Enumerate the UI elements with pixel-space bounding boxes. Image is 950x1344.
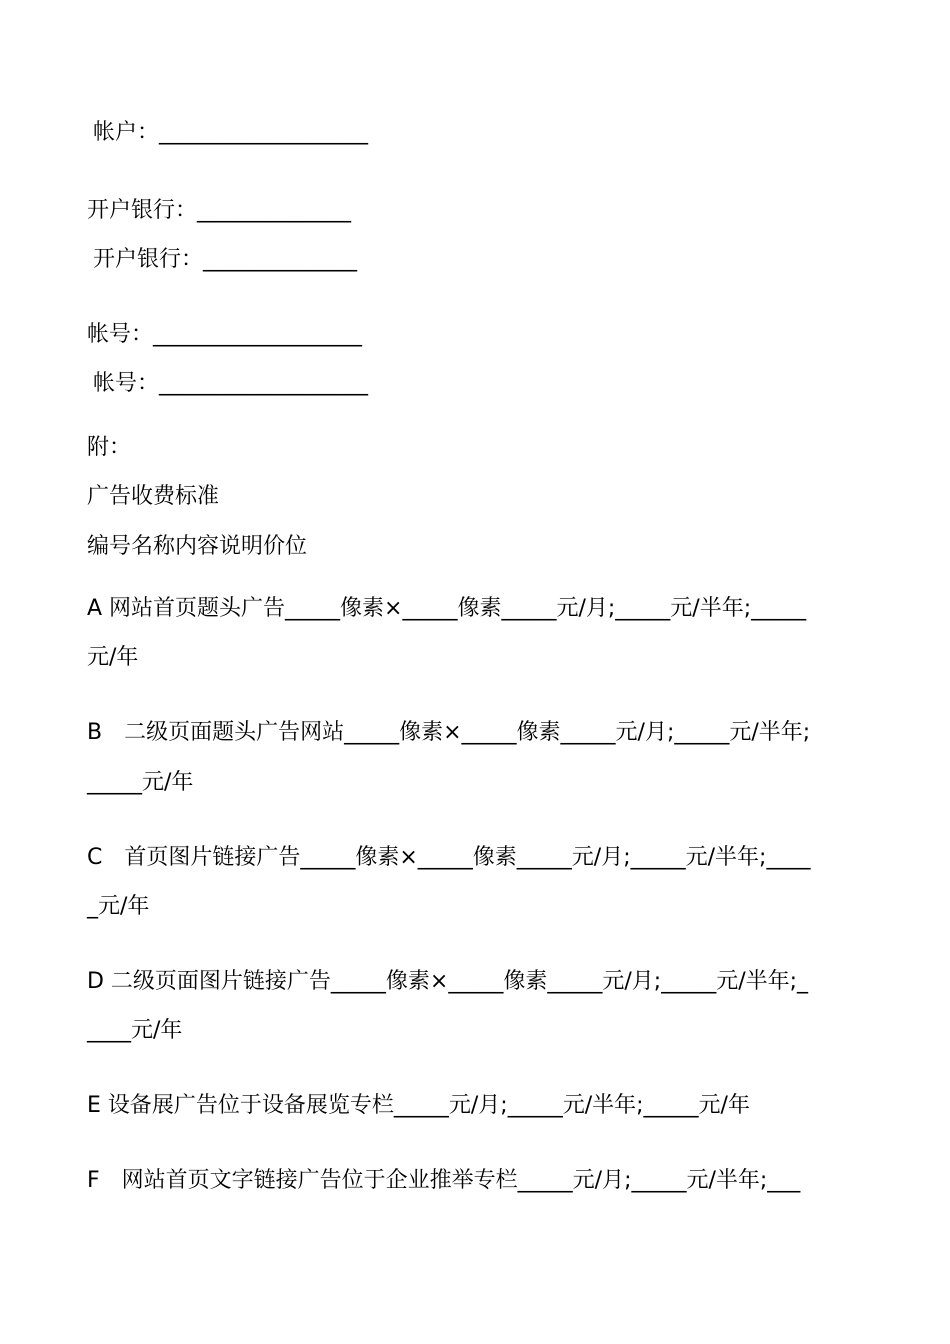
appendix-label: 附： <box>87 435 132 460</box>
account-holder-line: 帐户：___________________ <box>93 120 369 145</box>
item-c-line-2: _元/年 <box>87 894 150 919</box>
bank-line-2: 开户银行：______________ <box>93 247 358 272</box>
item-c-line-1: C 首页图片链接广告_____像素×_____像素_____元/月;_____元/半年;____ <box>87 845 811 870</box>
item-b-line-1: B 二级页面题头广告网站_____像素×_____像素_____元/月;_____元/半年; <box>87 720 811 745</box>
item-a-line-1: A 网站首页题头广告_____像素×_____像素_____元/月;_____元/半年;_____ <box>87 596 807 621</box>
item-d-line-1: D 二级页面图片链接广告_____像素×_____像素_____元/月;_____元/半年;_ <box>87 969 809 994</box>
item-f-line: F 网站首页文字链接广告位于企业推举专栏_____元/月;_____元/半年;___ <box>87 1168 801 1193</box>
bank-line-1: 开户银行：______________ <box>87 198 352 223</box>
item-d-line-2: ____元/年 <box>87 1018 183 1043</box>
account-number-line-2: 帐号：___________________ <box>93 371 369 396</box>
table-header-line: 编号名称内容说明价位 <box>87 534 308 559</box>
item-e-line: E 设备展广告位于设备展览专栏_____元/月;_____元/半年;_____元/年 <box>87 1093 750 1118</box>
account-number-line-1: 帐号：___________________ <box>87 322 363 347</box>
fee-standard-heading: 广告收费标准 <box>87 484 220 509</box>
item-a-line-2: 元/年 <box>87 645 139 670</box>
item-b-line-2: _____元/年 <box>87 770 194 795</box>
